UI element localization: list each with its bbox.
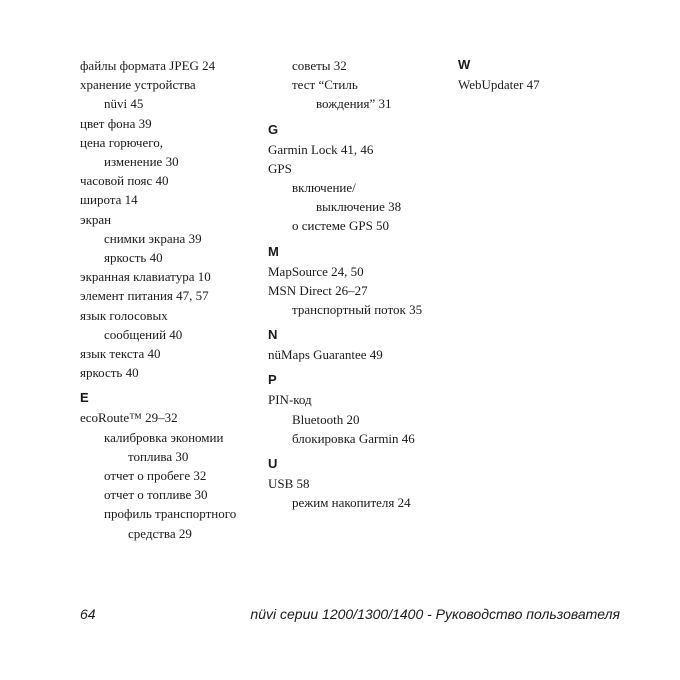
index-entry: широта 14: [80, 192, 138, 208]
index-section-letter: E: [80, 390, 89, 406]
index-subentry: профиль транспортного: [104, 506, 237, 522]
index-subentry: топлива 30: [128, 448, 189, 464]
index-entry: язык голосовых: [80, 307, 168, 323]
index-entry: яркость 40: [80, 365, 139, 381]
index-entry: экранная клавиатура 10: [80, 269, 211, 285]
index-subentry: Bluetooth 20: [292, 411, 360, 427]
index-entry: цена горючего,: [80, 134, 163, 150]
index-subentry: nüvi 45: [104, 96, 144, 112]
index-section-letter: U: [268, 456, 278, 472]
index-subentry: изменение 30: [104, 154, 179, 170]
index-subentry: блокировка Garmin 46: [292, 430, 415, 446]
index-section-letter: N: [268, 327, 278, 343]
index-entry: цвет фона 39: [80, 115, 152, 131]
index-section-letter: M: [268, 243, 279, 259]
index-entry: MSN Direct 26–27: [268, 282, 368, 298]
index-entry: файлы формата JPEG 24: [80, 58, 216, 73]
index-column-1: [80, 56, 260, 543]
index-subentry: выключение 38: [316, 199, 402, 215]
index-section-letter: G: [268, 121, 279, 137]
index-subentry: сообщений 40: [104, 326, 183, 342]
index-subentry: транспортный поток 35: [292, 302, 423, 318]
index-column-3: [458, 56, 638, 94]
index-entry: MapSource 24, 50: [268, 263, 364, 279]
index-subentry: включение/: [292, 180, 356, 196]
index-subentry: отчет о пробеге 32: [104, 468, 207, 484]
index-entry: элемент питания 47, 57: [80, 288, 209, 304]
index-subentry: средства 29: [128, 525, 192, 541]
index-entry: часовой пояс 40: [80, 173, 169, 189]
index-subentry: яркость 40: [104, 250, 163, 266]
index-entry: Garmin Lock 41, 46: [268, 141, 374, 157]
index-subentry: калибровка экономии: [104, 429, 224, 445]
page-number: 64: [80, 606, 96, 622]
index-entry: экран: [80, 211, 112, 227]
index-entry: PIN-код: [268, 392, 312, 408]
index-subentry: вождения” 31: [316, 96, 392, 112]
page-footer-title: nüvi серии 1200/1300/1400 - Руководство пользователя: [250, 606, 620, 622]
index-subentry: о системе GPS 50: [292, 218, 390, 234]
index-section-letter: P: [268, 372, 277, 388]
index-column-2: [268, 56, 448, 512]
index-subentry: отчет о топливе 30: [104, 487, 208, 503]
index-section-letter: W: [458, 57, 471, 72]
index-entry: GPS: [268, 160, 292, 176]
index-subentry: режим накопителя 24: [292, 495, 411, 511]
index-entry: WebUpdater 47: [458, 77, 540, 92]
index-entry: USB 58: [268, 476, 310, 492]
index-entry: язык текста 40: [80, 346, 161, 362]
index-entry: хранение устройства: [80, 77, 196, 93]
index-subentry: тест “Стиль: [292, 77, 358, 93]
index-entry: nüMaps Guarantee 49: [268, 347, 383, 363]
index-subentry: снимки экрана 39: [104, 230, 202, 246]
index-subentry: советы 32: [292, 58, 347, 73]
index-entry: ecoRoute™ 29–32: [80, 410, 178, 426]
